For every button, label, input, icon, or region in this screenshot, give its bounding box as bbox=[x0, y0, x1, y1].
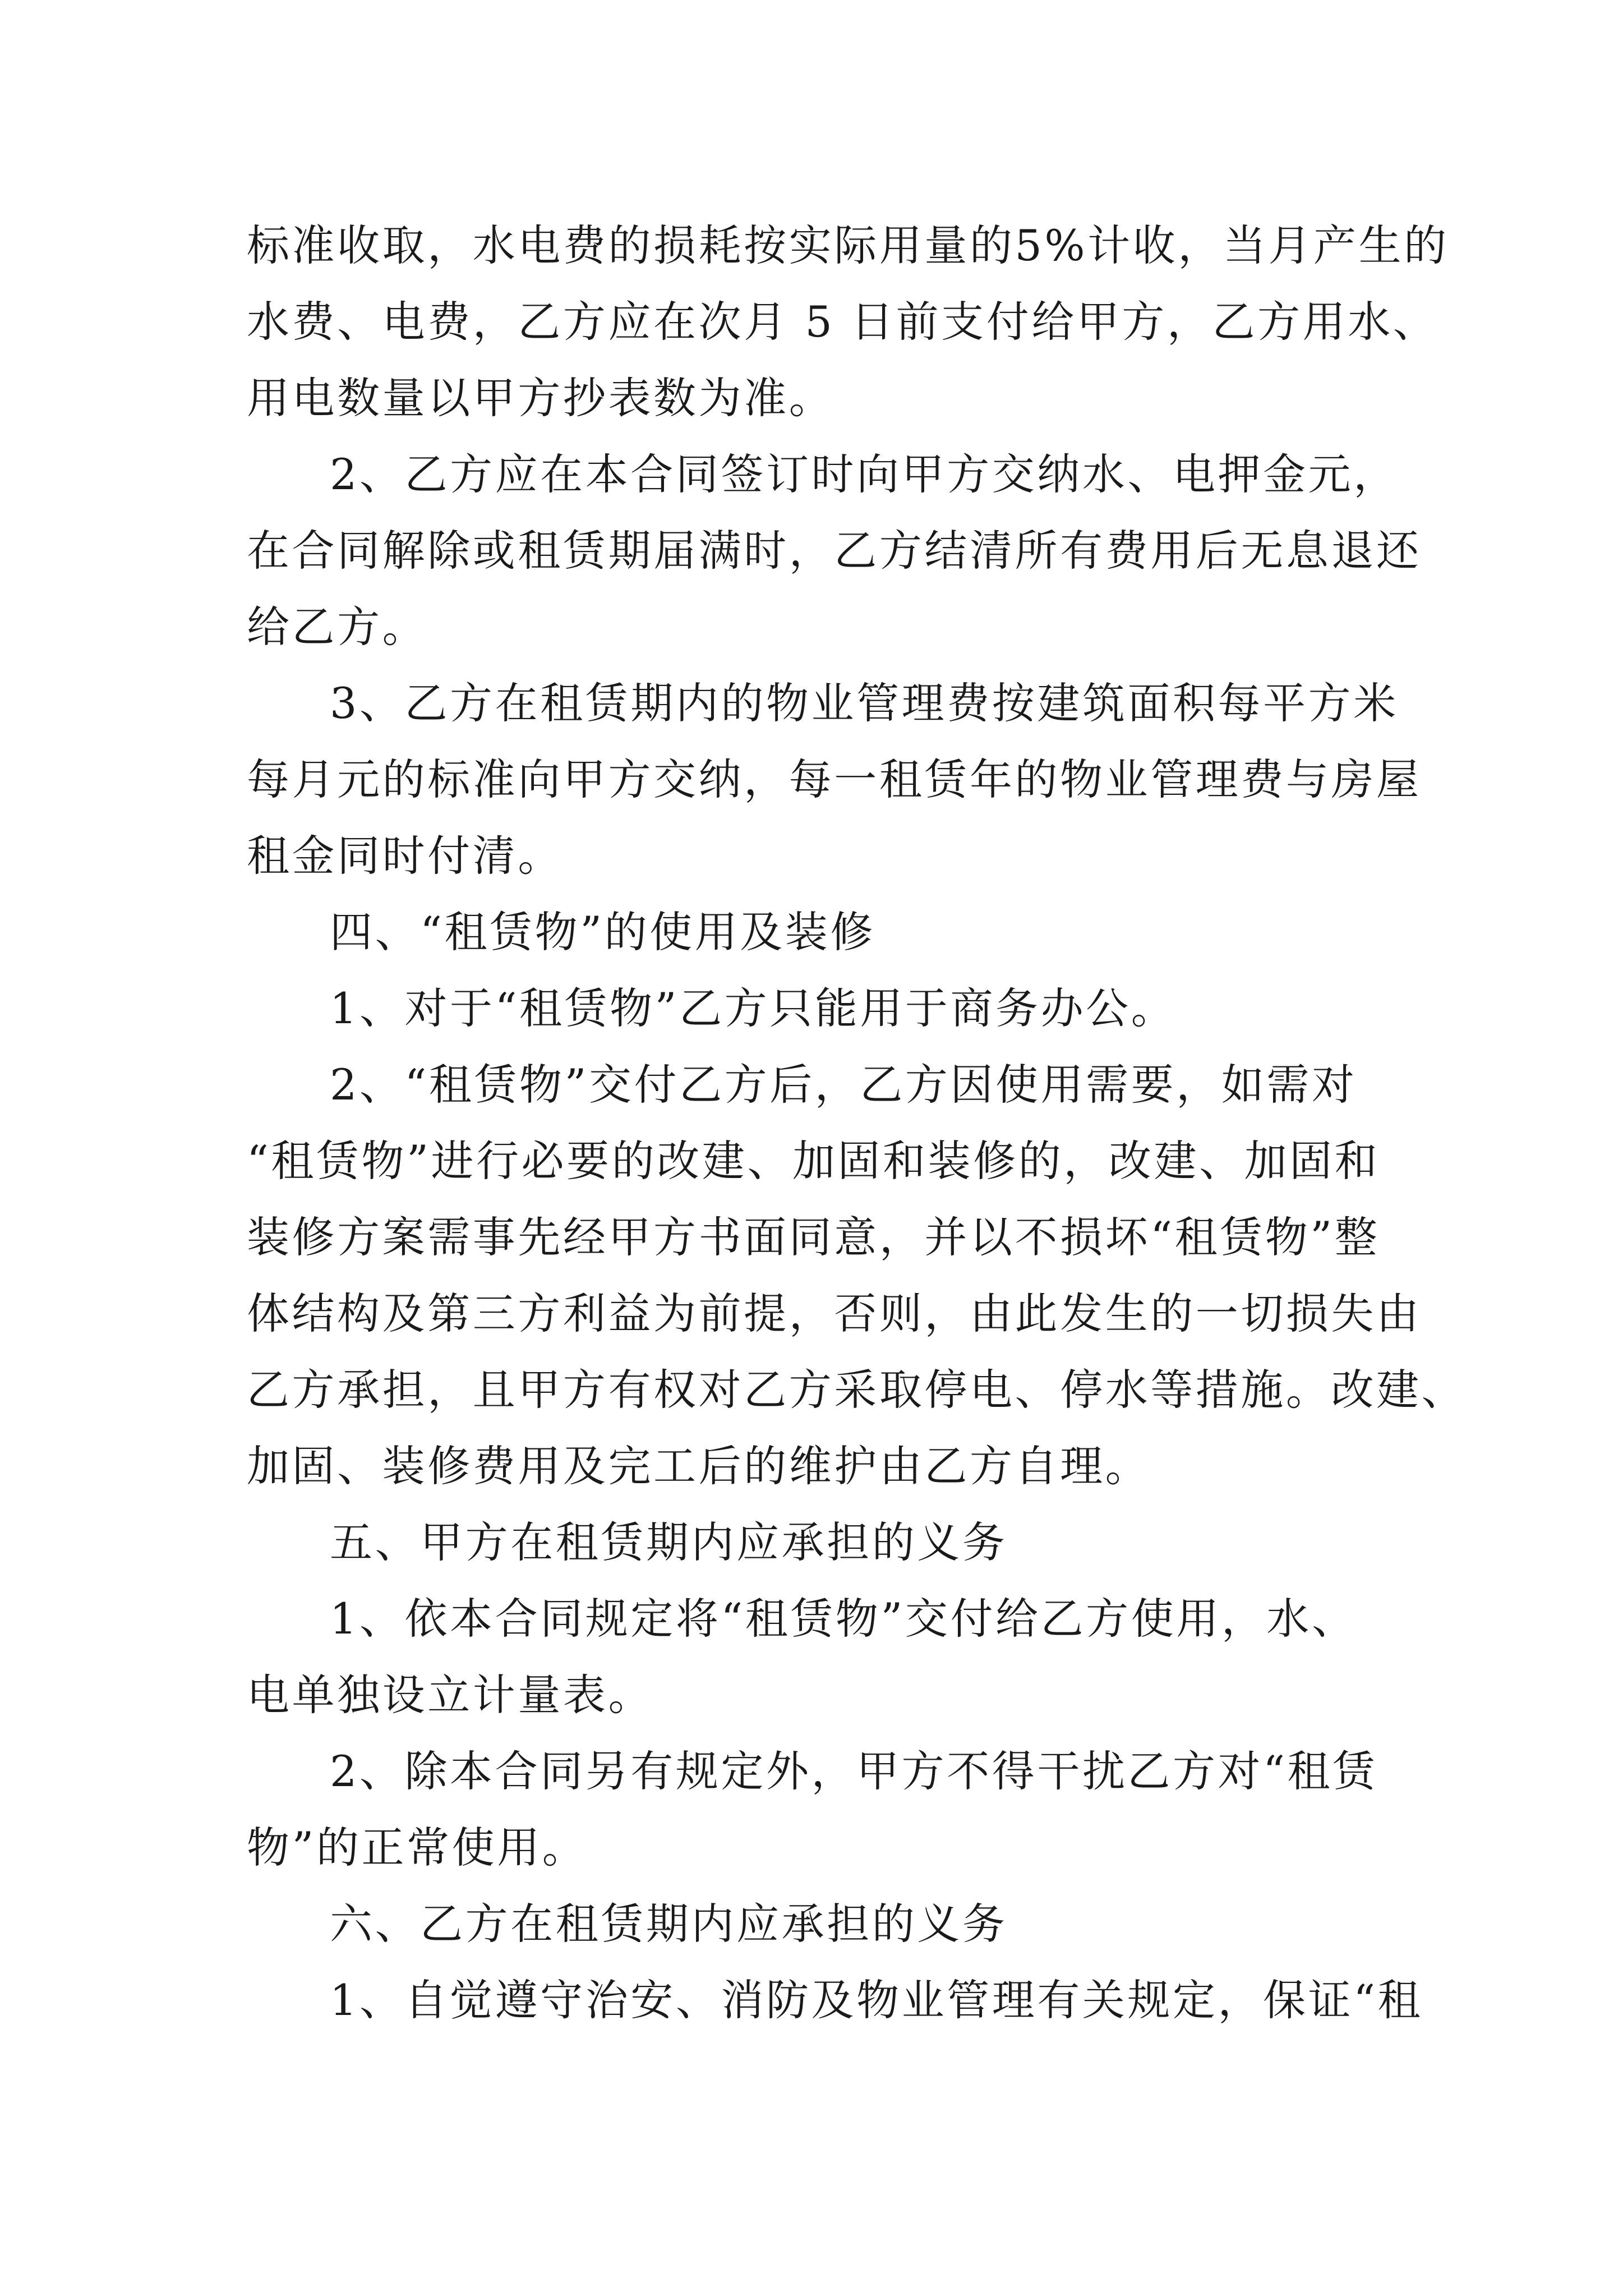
text-line: 物”的正常使用。 bbox=[247, 1823, 588, 1872]
text-line: 2、“租赁物”交付乙方后，乙方因使用需要，如需对 bbox=[330, 1060, 1357, 1110]
text-line: 给乙方。 bbox=[247, 602, 428, 652]
text-line: 租金同时付清。 bbox=[247, 831, 563, 881]
text-line: 3、乙方在租赁期内的物业管理费按建筑面积每平方米 bbox=[330, 678, 1399, 728]
text-line: 装修方案需事先经甲方书面同意，并以不损坏“租赁物”整 bbox=[247, 1212, 1380, 1262]
text-line: 乙方承担，且甲方有权对乙方采取停电、停水等措施。改建、 bbox=[247, 1365, 1467, 1415]
text-line: 用电数量以甲方抄表数为准。 bbox=[247, 373, 834, 423]
text-line: 每月元的标准向甲方交纳，每一租赁年的物业管理费与房屋 bbox=[247, 754, 1422, 804]
text-line: 体结构及第三方利益为前提，否则，由此发生的一切损失由 bbox=[247, 1289, 1422, 1338]
text-line: 标准收取，水电费的损耗按实际用量的5%计收，当月产生的 bbox=[247, 220, 1449, 270]
text-line: 1、自觉遵守治安、消防及物业管理有关规定，保证“租 bbox=[330, 1975, 1423, 2025]
text-line: 电单独设立计量表。 bbox=[247, 1670, 654, 1720]
text-line: 在合同解除或租赁期届满时，乙方结清所有费用后无息退还 bbox=[247, 526, 1422, 576]
text-line: 1、依本合同规定将“租赁物”交付给乙方使用，水、 bbox=[330, 1594, 1357, 1644]
section-heading: 六、乙方在租赁期内应承担的义务 bbox=[330, 1899, 1008, 1949]
text-line: “租赁物”进行必要的改建、加固和装修的，改建、加固和 bbox=[247, 1136, 1380, 1186]
text-line: 加固、装修费用及完工后的维护由乙方自理。 bbox=[247, 1441, 1151, 1491]
section-heading: 四、“租赁物”的使用及装修 bbox=[330, 907, 875, 957]
text-line: 2、除本合同另有规定外，甲方不得干扰乙方对“租赁 bbox=[330, 1746, 1378, 1796]
section-heading: 五、甲方在租赁期内应承担的义务 bbox=[330, 1517, 1008, 1567]
text-line: 1、对于“租赁物”乙方只能用于商务办公。 bbox=[330, 983, 1177, 1033]
text-line: 水费、电费，乙方应在次月 5 日前支付给甲方，乙方用水、 bbox=[247, 297, 1438, 347]
text-line: 2、乙方应在本合同签订时向甲方交纳水、电押金元， bbox=[330, 449, 1399, 499]
